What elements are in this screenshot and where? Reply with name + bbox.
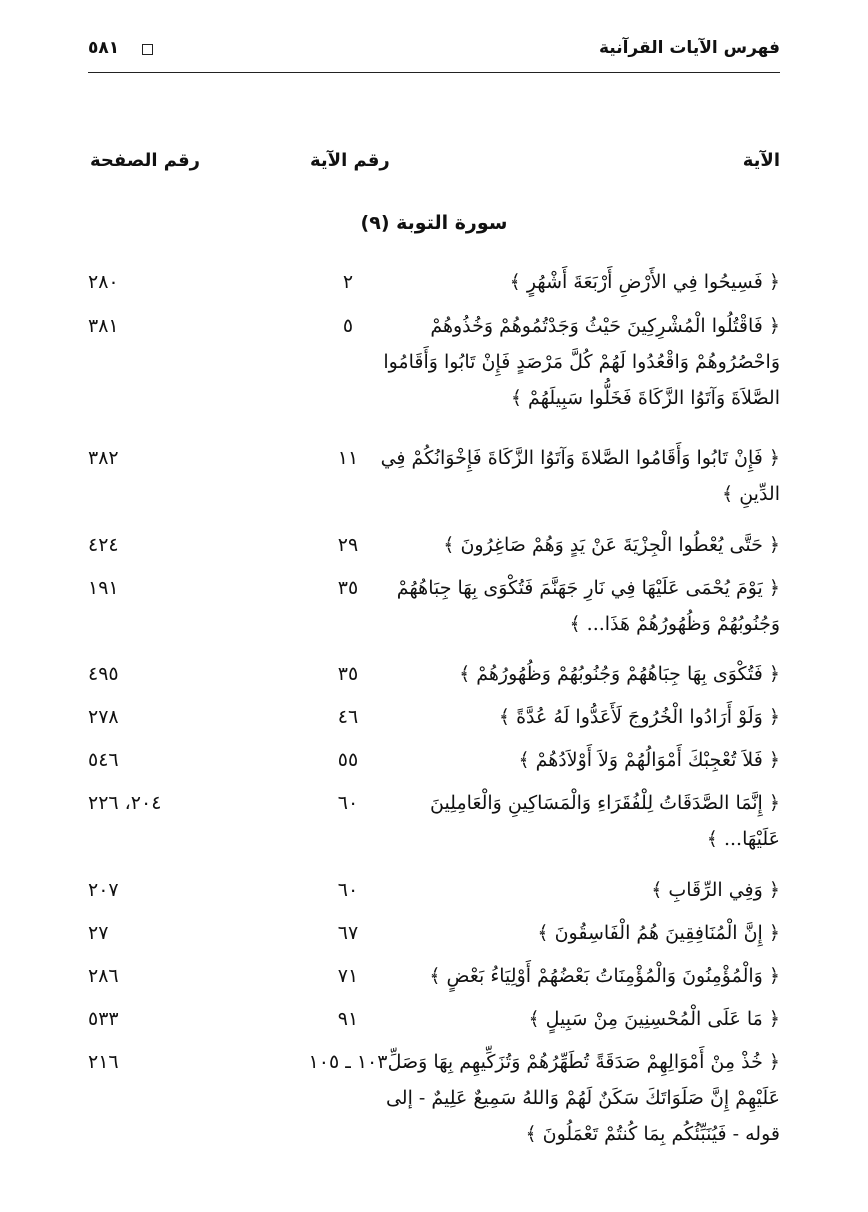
- ayah-number: ٦٠: [337, 879, 359, 901]
- page-reference: ٥٣٣: [88, 1008, 119, 1030]
- column-heading-verse: الآية: [742, 150, 780, 171]
- verse-text: ﴿ فَتُكْوَى بِهَا جِبَاهُهُمْ وَجُنُوبُهُمْ وَظُهُورُهُمْ ﴾: [459, 663, 780, 685]
- ayah-number: ٤٦: [337, 706, 359, 728]
- ayah-number: ٣٥: [337, 577, 359, 599]
- page-reference: ٤٢٤: [88, 534, 119, 556]
- verse-text: ﴿ خُذْ مِنْ أَمْوَالِهِمْ صَدَقَةً تُطَهِّرُهُمْ وَتُزَكِّيهِم بِهَا وَصَلِّ عَلَيْهِمْ إِنَّ صَلَوَاتَكَ سَكَنٌ لَهُمْ وَاللهُ سَمِيعٌ عَلِيمٌ - إلى قوله - فَيُنَبِّئُكُم بِمَا كُنتُمْ تَعْمَلُونَ ﴾: [385, 1051, 780, 1145]
- header-title: فهرس الآيات القرآنية: [598, 38, 780, 58]
- page-reference: ٢٨٦: [88, 965, 119, 987]
- column-heading-ayah-number: رقم الآية: [310, 150, 390, 171]
- page-reference: ٤٩٥: [88, 663, 119, 685]
- page-reference: ٢٧٨: [88, 706, 119, 728]
- ayah-number: ٩١: [337, 1008, 359, 1030]
- ayah-number: ٧١: [337, 965, 359, 987]
- page-reference: ٢٨٠: [88, 271, 119, 293]
- verse-text: ﴿ فَلاَ تُعْجِبْكَ أَمْوَالُهُمْ وَلاَ أَوْلاَدُهُمْ ﴾: [518, 749, 780, 771]
- page-reference: ٣٨٢: [88, 447, 119, 469]
- header-page-number: ٥٨١: [88, 38, 120, 58]
- page-reference: ٥٤٦: [88, 749, 119, 771]
- verse-text: ﴿ إِنَّ الْمُنَافِقِينَ هُمُ الْفَاسِقُونَ ﴾: [537, 922, 780, 944]
- page-reference: ١٩١: [88, 577, 119, 599]
- header-separator-box-icon: [142, 44, 153, 55]
- ayah-number: ٦٠: [337, 792, 359, 814]
- ayah-number: ٣٥: [337, 663, 359, 685]
- verse-text: ﴿ إِنَّمَا الصَّدَقَاتُ لِلْفُقَرَاءِ وَالْمَسَاكِينِ وَالْعَامِلِينَ عَلَيْهَا... ﴾: [429, 792, 780, 850]
- surah-title: سورة التوبة (٩): [360, 212, 508, 234]
- verse-text: ﴿ مَا عَلَى الْمُحْسِنِينَ مِنْ سَبِيلٍ ﴾: [528, 1008, 780, 1030]
- page-reference: ٢٠٤، ٢٢٦: [88, 792, 162, 814]
- ayah-number: ٥: [342, 315, 354, 337]
- ayah-number: ٦٧: [337, 922, 359, 944]
- page-reference: ٣٨١: [88, 315, 119, 337]
- verse-text: ﴿ وَالْمُؤْمِنُونَ وَالْمُؤْمِنَاتُ بَعْضُهُمْ أَوْلِيَاءُ بَعْضٍ ﴾: [429, 965, 780, 987]
- ayah-number: ٢: [342, 271, 354, 293]
- ayah-number: ١١: [337, 447, 359, 469]
- verse-text: ﴿ فَسِيحُوا فِي الأَرْضِ أَرْبَعَةَ أَشْهُرٍ ﴾: [509, 271, 780, 293]
- page-reference: ٢٧: [88, 922, 109, 944]
- verse-text: ﴿ فَاقْتُلُوا الْمُشْرِكِينَ حَيْثُ وَجَدْتُمُوهُمْ وَخُذُوهُمْ وَاحْصُرُوهُمْ وَاقْعُدُوا لَهُمْ كُلَّ مَرْصَدٍ فَإِنْ تَابُوا وَأَقَامُوا الصَّلاَةَ وَآتَوُا الزَّكَاةَ فَخَلُّوا سَبِيلَهُمْ ﴾: [383, 315, 780, 409]
- verse-text: ﴿ حَتَّى يُعْطُوا الْجِزْيَةَ عَنْ يَدٍ وَهُمْ صَاغِرُونَ ﴾: [443, 534, 780, 556]
- page-reference: ٢١٦: [88, 1051, 119, 1073]
- ayah-number: ٢٩: [337, 534, 359, 556]
- ayah-number: ١٠٣ ـ ١٠٥: [308, 1051, 388, 1073]
- column-heading-page-number: رقم الصفحة: [90, 150, 201, 171]
- verse-text: ﴿ يَوْمَ يُحْمَى عَلَيْهَا فِي نَارِ جَهَنَّمَ فَتُكْوَى بِهَا جِبَاهُهُمْ وَجُنُوبُهُمْ وَظُهُورُهُمْ هَذَا... ﴾: [396, 577, 780, 635]
- page-reference: ٢٠٧: [88, 879, 119, 901]
- verse-text: ﴿ وَلَوْ أَرَادُوا الْخُرُوجَ لَأَعَدُّوا لَهُ عُدَّةً ﴾: [498, 706, 780, 728]
- ayah-number: ٥٥: [337, 749, 359, 771]
- verse-text: ﴿ فَإِنْ تَابُوا وَأَقَامُوا الصَّلاةَ وَآتَوُا الزَّكَاةَ فَإِخْوَانُكُمْ فِي الدِّينِ ﴾: [380, 447, 780, 505]
- running-header: [88, 32, 780, 73]
- verse-text: ﴿ وَفِي الرِّقَابِ ﴾: [651, 879, 780, 901]
